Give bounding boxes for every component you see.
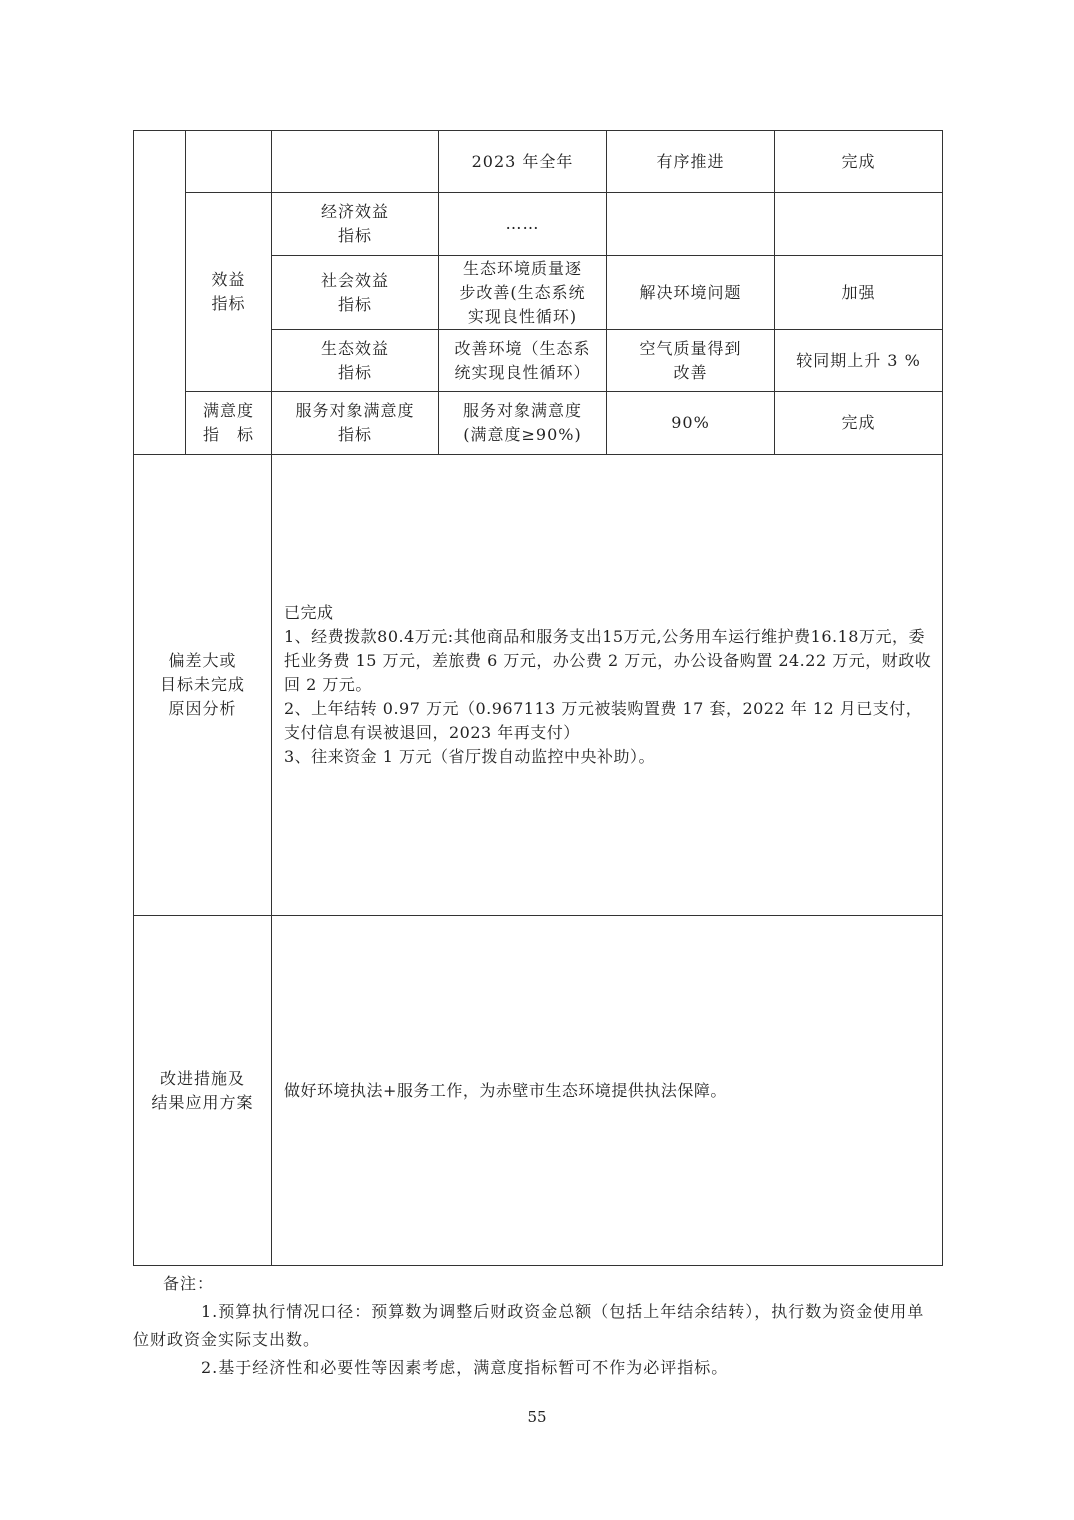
result-cell: 完成 bbox=[775, 131, 943, 193]
social-benefit-label: 社会效益 指标 bbox=[272, 256, 439, 330]
page-number: 55 bbox=[527, 1408, 547, 1426]
performance-table-page bbox=[133, 130, 942, 1266]
deviation-line: 2、上年结转 0.97 万元（0.967113 万元被装购置费 17 套，2022 年 12 月已支付，支付信息有误被退回，2023 年再支付） bbox=[284, 699, 923, 742]
indicator-type-cell bbox=[186, 131, 272, 193]
improvement-measures-content: 做好环境执法+服务工作，为赤壁市生态环境提供执法保障。 bbox=[272, 916, 943, 1266]
economic-benefit-target bbox=[607, 193, 775, 256]
note-item: 1.预算执行情况口径：预算数为调整后财政资金总额（包括上年结余结转），执行数为资金使用单位财政资金实际支出数。 bbox=[133, 1302, 925, 1349]
satisfaction-indicator-label: 满意度 指 标 bbox=[186, 392, 272, 455]
ecological-benefit-label: 生态效益 指标 bbox=[272, 330, 439, 392]
sub-indicator-cell bbox=[272, 131, 439, 193]
deviation-analysis-content bbox=[272, 455, 943, 916]
deviation-analysis-label: 偏差大或 目标未完成 原因分析 bbox=[134, 455, 272, 916]
table-row bbox=[134, 455, 943, 916]
social-benefit-content: 生态环境质量逐 步改善(生态系统 实现良性循环) bbox=[439, 256, 607, 330]
period-cell: 2023 年全年 bbox=[439, 131, 607, 193]
social-benefit-result: 加强 bbox=[775, 256, 943, 330]
economic-benefit-label: 经济效益 指标 bbox=[272, 193, 439, 256]
table-row bbox=[134, 392, 943, 455]
table-row bbox=[134, 193, 943, 256]
economic-benefit-result bbox=[775, 193, 943, 256]
deviation-line: 1、经费拨款80.4万元:其他商品和服务支出15万元,公务用车运行维护费16.18万元，委托业务费 15 万元，差旅费 6 万元，办公费 2 万元，办公设备购置 24.22 万元，财政收回 2 万元。 bbox=[284, 627, 932, 694]
notes-label: 备注： bbox=[163, 1274, 215, 1293]
target-cell: 有序推进 bbox=[607, 131, 775, 193]
social-benefit-target: 解决环境问题 bbox=[607, 256, 775, 330]
deviation-line: 3、往来资金 1 万元（省厅拨自动监控中央补助）。 bbox=[284, 747, 656, 766]
satisfaction-content: 服务对象满意度 (满意度≥90%) bbox=[439, 392, 607, 455]
note-item: 2.基于经济性和必要性等因素考虑，满意度指标暂可不作为必评指标。 bbox=[201, 1358, 729, 1377]
ecological-benefit-target: 空气质量得到 改善 bbox=[607, 330, 775, 392]
satisfaction-result: 完成 bbox=[775, 392, 943, 455]
deviation-line: 已完成 bbox=[284, 603, 334, 622]
satisfaction-sub-label: 服务对象满意度 指标 bbox=[272, 392, 439, 455]
economic-benefit-content: …… bbox=[439, 193, 607, 256]
table-row bbox=[134, 131, 943, 193]
ecological-benefit-result: 较同期上升 3 % bbox=[775, 330, 943, 392]
performance-indicator-table bbox=[133, 130, 943, 1266]
ecological-benefit-content: 改善环境（生态系 统实现良性循环） bbox=[439, 330, 607, 392]
satisfaction-target: 90% bbox=[607, 392, 775, 455]
improvement-measures-label: 改进措施及 结果应用方案 bbox=[134, 916, 272, 1266]
table-row bbox=[134, 916, 943, 1266]
category-cell bbox=[134, 131, 186, 455]
benefit-indicator-label: 效益 指标 bbox=[186, 193, 272, 392]
notes-section bbox=[133, 1270, 933, 1382]
